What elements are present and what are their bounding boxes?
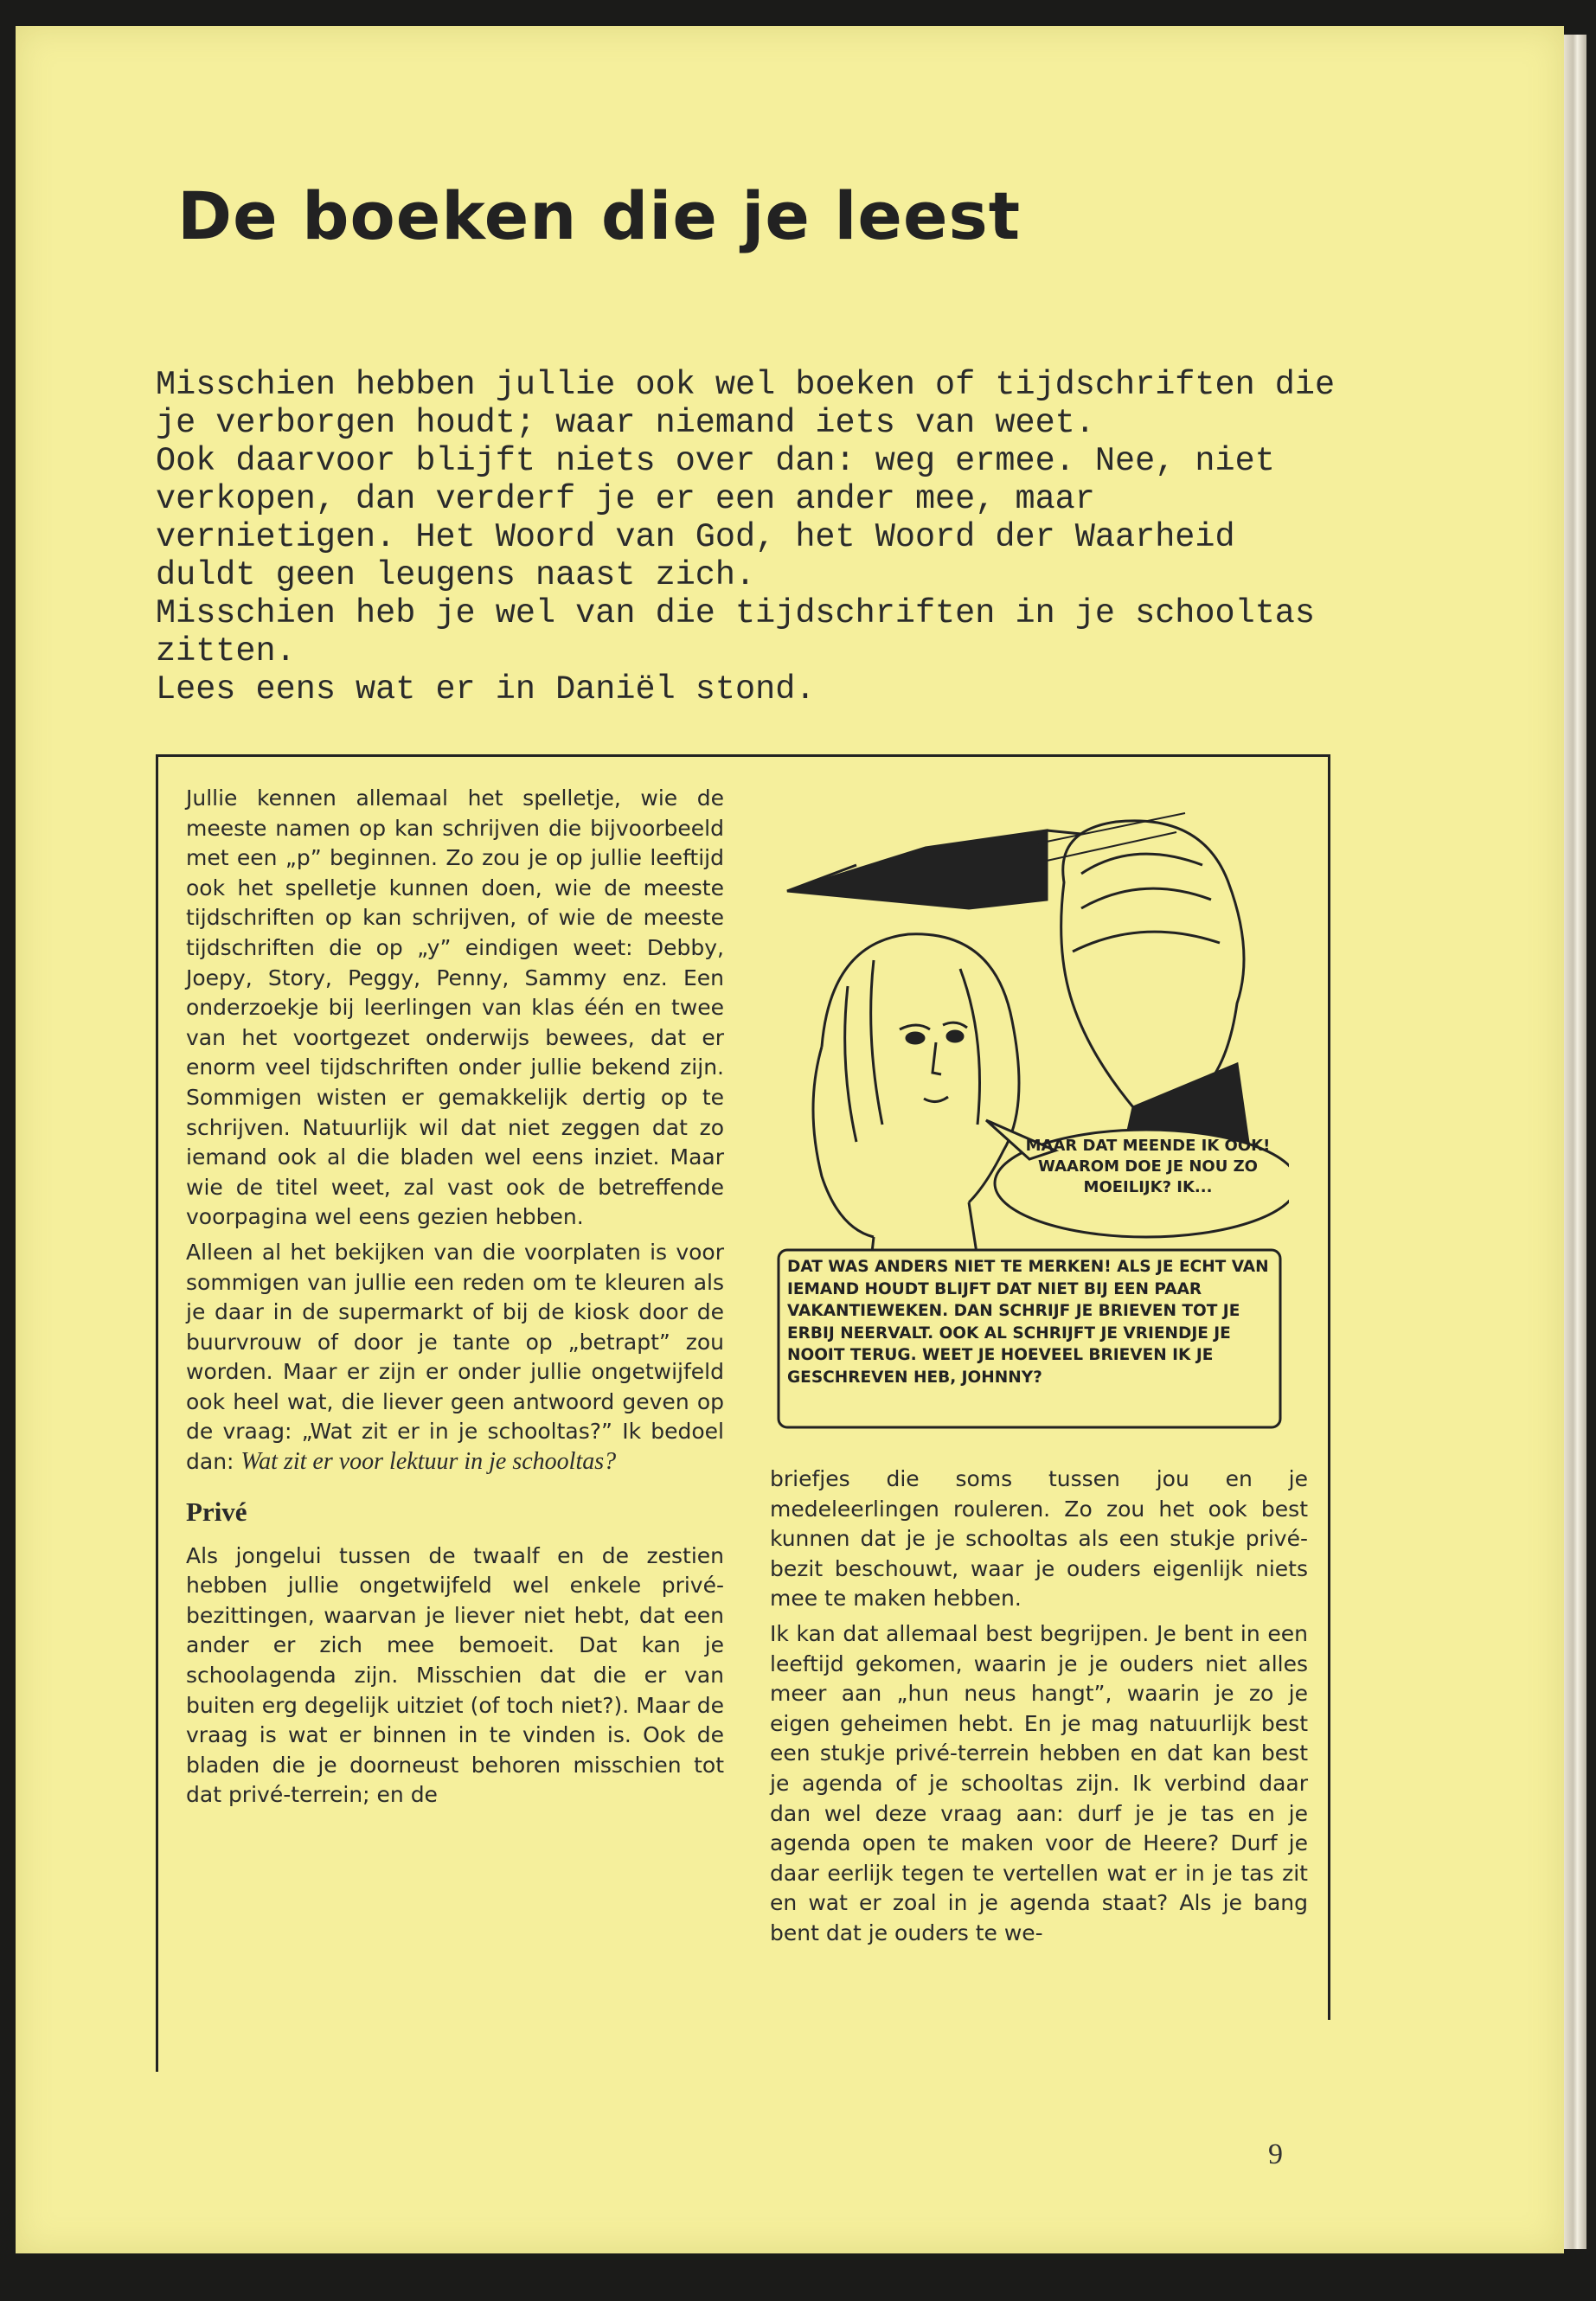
intro-paragraph-2: Ook daarvoor blijft niets over dan: weg ermee. Nee, niet verkopen, dan verderf je er een ander mee, maar vernietigen. Het Woord van God, het Woord der Waarheid duldt geen leugens naast zich. xyxy=(156,442,1275,594)
column-right xyxy=(770,1465,1308,1954)
paragraph: Alleen al het bekijken van die voorplaten is voor sommigen van jullie een reden om te kleuren als je daar in de supermarkt of bij de kiosk door de buurvrouw of door je tante op „betrapt” zou worden. Maar er zijn er onder jullie ongetwijfeld ook heel wat, die liever geen antwoord geven op de vraag: „Wat zit er in je schooltas?” Ik bedoel dan: Wat zit er voor lektuur in je schooltas? xyxy=(186,1239,724,1476)
paragraph: Als jongelui tussen de twaalf en de zestien hebben jullie ongetwijfeld wel enkele privé-bezittingen, waarvan je liever niet hebt, dat een ander er zich mee bemoeit. Dat kan je schoolagenda zijn. Misschien dat die er van buiten erg degelijk uitziet (of toch niet?). Maar de vraag is wat er binnen in te vinden is. Ook de bladen die je doorneust behoren misschien tot dat privé-terrein; en de xyxy=(186,1542,724,1808)
article-title: De boeken die je leest xyxy=(177,177,1022,254)
italic-question: Wat zit er voor lektuur in je schooltas? xyxy=(240,1448,617,1476)
paragraph: Ik kan dat allemaal best begrijpen. Je bent in een leeftijd gekomen, waarin je je ouders niet alles meer aan „hun neus hangt”, waarin je zo je eigen geheimen hebt. En je mag natuurlijk best een stukje privé-terrein hebben en dat kan best je agenda of je schooltas zijn. Ik verbind daar dan wel deze vraag aan: durf je je tas en je agenda open te maken voor de Heere? Durf je daar eerlijk tegen te vertellen wat er in je tas zit en wat er zoal in je agenda staat? Als je bang bent dat je ouders te we- xyxy=(770,1620,1308,1945)
page-edge xyxy=(1564,35,1586,2249)
section-heading: Privé xyxy=(186,1496,247,1527)
paragraph: briefjes die soms tussen jou en je medeleerlingen rouleren. Zo zou het ook best kunnen dat je je schooltas als een stukje privé-bezit beschouwt, waar je ouders eigenlijk niets mee te maken hebben. xyxy=(770,1466,1308,1612)
intro-paragraph-1: Misschien hebben jullie ook wel boeken of tijdschriften die je verborgen houdt; waar niemand iets van weet. xyxy=(156,366,1336,442)
intro-paragraph-3: Misschien heb je wel van die tijdschriften in je schooltas zitten. xyxy=(156,594,1316,670)
intro-text xyxy=(156,366,1341,708)
paragraph: Jullie kennen allemaal het spelletje, wie de meeste namen op kan schrijven die bijvoorbeeld met een „p” beginnen. Zo zou je op jullie leeftijd ook het spelletje kunnen doen, wie de meeste tijdschriften op kan schrijven, of wie de meeste tijdschriften die op „y” eindigen weet: Debby, Joepy, Story, Peggy, Penny, Sammy enz. Een onderzoekje bij leerlingen van klas één en twee van het voortgezet onderwijs bewees, dat er enorm veel tijdschriften onder jullie bekend zijn. Sommigen wisten er gemakkelijk dertig op te schrijven. Natuurlijk wil dat niet zeggen dat zo iemand ook al die bladen wel eens inziet. Maar wie de titel weet, zal vast ook de betreffende voorpagina wel eens gezien hebben. xyxy=(186,785,724,1230)
speech-bubble-2-text: DAT WAS ANDERS NIET TE MERKEN! ALS JE ECHT VAN IEMAND HOUDT BLIJFT DAT NIET BIJ EEN PAAR VAKANTIEWEKEN. DAN SCHRIJF JE BRIEVEN TOT JE ERBIJ NEERVALT. OOK AL SCHRIJFT JE VRIENDJE JE NOOIT TERUG. WEET JE HOEVEEL BRIEVEN IK JE GESCHREVEN HEB, JOHNNY? xyxy=(787,1258,1269,1387)
column-left xyxy=(186,784,724,1816)
intro-paragraph-4: Lees eens wat er in Daniël stond. xyxy=(156,670,816,708)
page-number: 9 xyxy=(1268,2138,1283,2170)
speech-bubble-1-text: MAAR DAT MEENDE IK OOK! WAAROM DOE JE NOU ZO MOEILIJK? IK... xyxy=(1025,1137,1271,1196)
